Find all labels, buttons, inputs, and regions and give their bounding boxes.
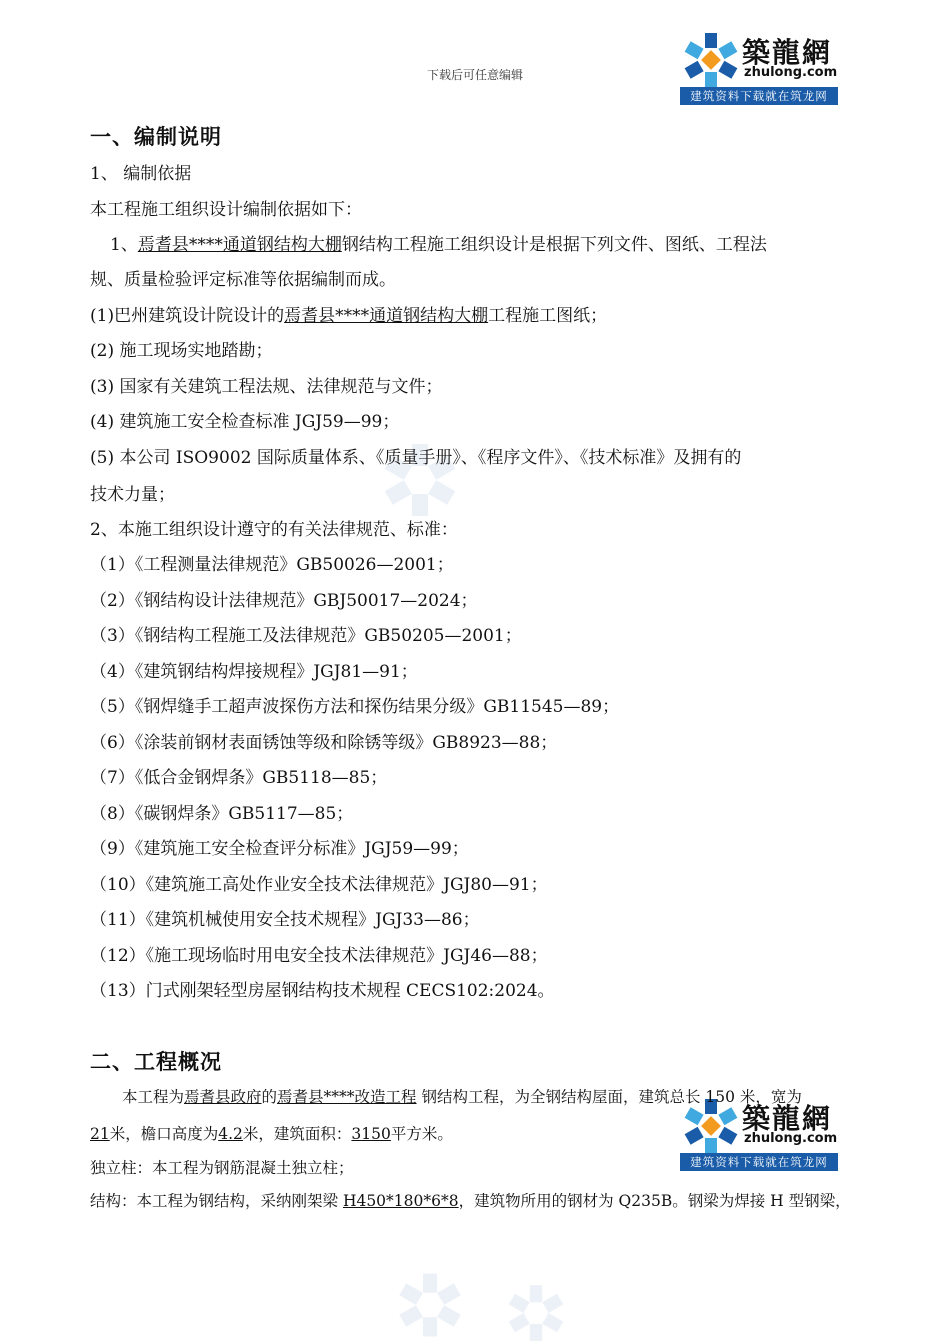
overview-text: 的: [261, 1088, 278, 1106]
logo-domain: zhulong.com: [744, 65, 838, 80]
overview-dimensions: [90, 1122, 453, 1144]
building-width: 21: [90, 1125, 110, 1143]
zhulong-logo: [680, 29, 838, 105]
standard-item: （11）《建筑机械使用安全技术规程》JGJ33—86；: [90, 910, 480, 930]
structure-description: [90, 1189, 851, 1211]
watermark-snowflake-icon: [505, 1282, 567, 1344]
basis-item: (2) 施工现场实地踏勘；: [90, 341, 273, 361]
structure-text: 结构：本工程为钢结构，采纳刚架梁: [90, 1192, 343, 1210]
beam-spec: H450*180*6*8: [342, 1192, 459, 1210]
overview-text: 米，建筑面积：: [242, 1125, 352, 1143]
standard-item: （13）门式刚架轻型房屋钢结构技术规程 CECS102:2024。: [90, 981, 555, 1001]
logo-domain: zhulong.com: [744, 1131, 838, 1146]
logo-name: 築龍網: [742, 1102, 833, 1135]
structure-text: ，建筑物所用的钢材为 Q235B。钢梁为焊接 H 型钢梁，: [458, 1192, 851, 1210]
project-name-link: 焉耆县****通道钢结构大棚: [284, 306, 489, 326]
standard-item: （2）《钢结构设计法律规范》GBJ50017—2024；: [90, 591, 478, 611]
basis-paragraph-text: 钢结构工程施工组织设计是根据下列文件、图纸、工程法: [341, 235, 767, 255]
section1-title: 一、编制说明: [90, 125, 222, 149]
standard-item: （10）《建筑施工高处作业安全技术法律规范》JGJ80—91；: [90, 875, 548, 895]
standard-item: （12）《施工现场临时用电安全技术法律规范》JGJ46—88；: [90, 946, 548, 966]
owner-name: 焉耆县政府: [184, 1088, 262, 1106]
basis-paragraph: [110, 230, 767, 255]
column-description: 独立柱：本工程为钢筋混凝土独立柱；: [90, 1159, 354, 1177]
subheading-standards: 2、本施工组织设计遵守的有关法律规范、标准：: [90, 520, 458, 540]
standard-item: （5）《钢焊缝手工超声波探伤方法和探伤结果分级》GB11545—89；: [90, 697, 620, 717]
standard-item: （3）《钢结构工程施工及法律规范》GB50205—2001；: [90, 626, 522, 646]
header-note: 下载后可任意编辑: [426, 68, 523, 82]
standard-item: （4）《建筑钢结构焊接规程》JGJ81—91；: [90, 662, 418, 682]
overview-text: 平方米。: [390, 1125, 453, 1143]
watermark-snowflake-icon: [395, 1270, 465, 1340]
zhulong-snowflake-icon: [682, 31, 740, 89]
basis-item: (4) 建筑施工安全检查标准 JGJ59—99；: [90, 412, 400, 432]
logo-name: 築龍網: [742, 36, 833, 69]
basis-item: (5) 本公司 ISO9002 国际质量体系、《质量手册》、《程序文件》、《技术标准》及拥有的: [90, 448, 742, 468]
standard-item: （9）《建筑施工安全检查评分标准》JGJ59—99；: [90, 839, 469, 859]
basis-intro: 本工程施工组织设计编制依据如下：: [90, 200, 362, 220]
section2-title: 二、工程概况: [90, 1050, 222, 1074]
basis-item-text: (1)巴州建筑设计院设计的: [90, 306, 285, 326]
subheading-basis: 1、 编制依据: [90, 164, 192, 184]
basis-item-text: 工程施工图纸；: [488, 306, 608, 326]
overview-text: 钢结构工程，为全钢结构屋面，建筑总长 150 米，宽为: [416, 1088, 802, 1106]
project-name-link: 焉耆县****改造工程: [277, 1088, 417, 1106]
standard-item: （8）《碳钢焊条》GB5117—85；: [90, 804, 354, 824]
basis-item: [90, 301, 607, 326]
basis-paragraph-prefix: 1、: [110, 235, 138, 255]
basis-paragraph-cont: 规、质量检验评定标准等依据编制而成。: [90, 270, 396, 290]
standard-item: （6）《涂装前钢材表面锈蚀等级和除锈等级》GB8923—88；: [90, 733, 558, 753]
basis-item: (3) 国家有关建筑工程法规、法律规范与文件；: [90, 377, 443, 397]
overview-text: 本工程为: [122, 1088, 185, 1106]
basis-item-cont: 技术力量；: [90, 485, 175, 505]
logo-slogan: 建筑资料下载就在筑龙网: [680, 1153, 838, 1171]
logo-top: [680, 29, 838, 87]
overview-text: 米，檐口高度为: [109, 1125, 219, 1143]
building-area: 3150: [351, 1125, 391, 1143]
project-name-link: 焉耆县****通道钢结构大棚: [137, 235, 342, 255]
standard-item: （7）《低合金钢焊条》GB5118—85；: [90, 768, 388, 788]
logo-slogan: 建筑资料下载就在筑龙网: [680, 87, 838, 105]
overview-paragraph: [122, 1085, 802, 1107]
standard-item: （1）《工程测量法律规范》GB50026—2001；: [90, 555, 454, 575]
eave-height: 4.2: [218, 1125, 243, 1143]
